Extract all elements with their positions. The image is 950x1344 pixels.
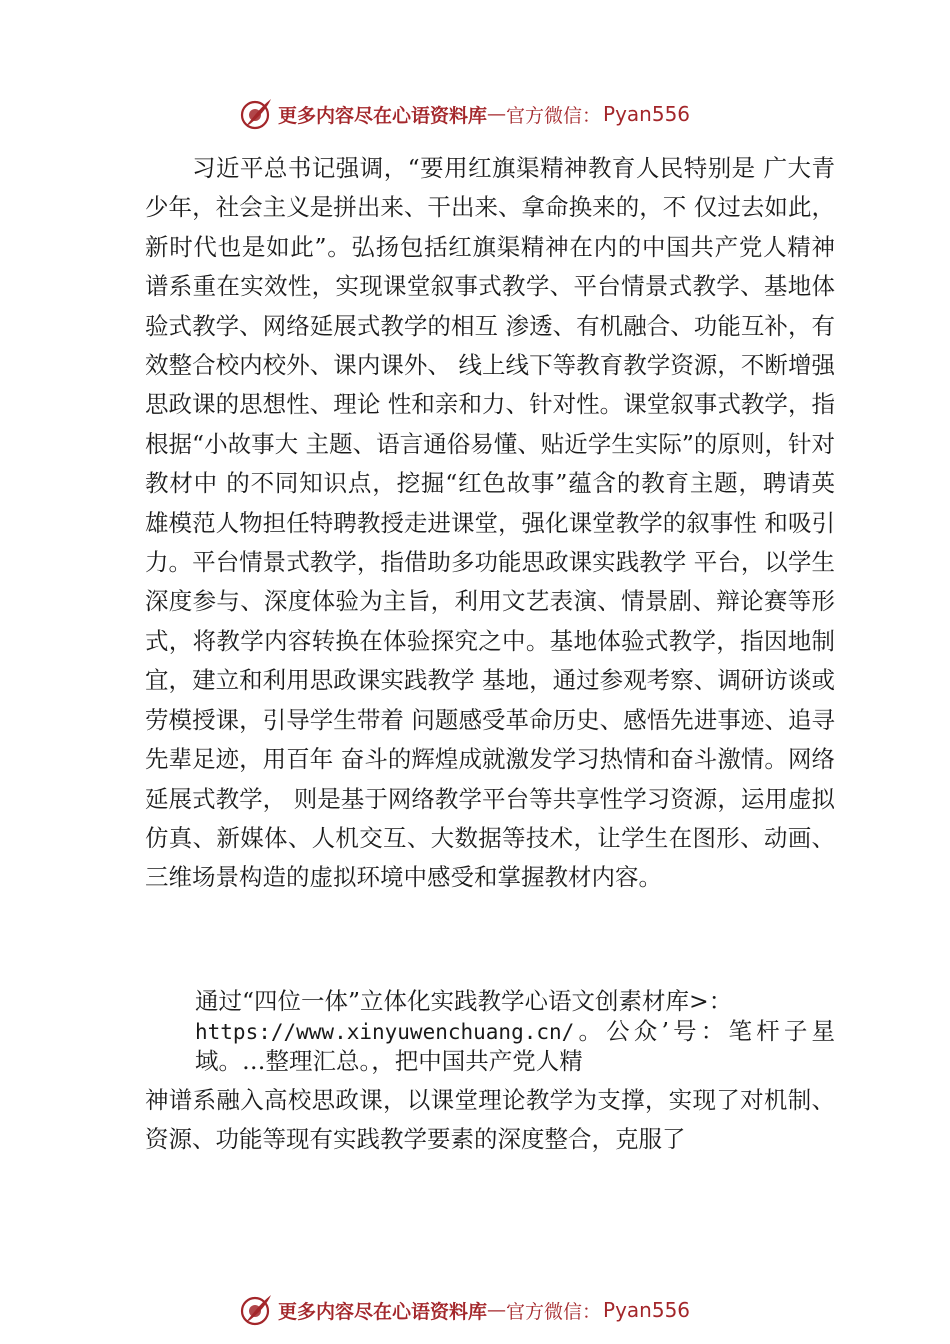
watermark-banner-bottom [238,1290,738,1330]
body-paragraph-3: 神谱系融入高校思政课，以课堂理论教学为支撑，实现了对机制、资源、功能等现有实践教学要素的深度整合，克服了 [145,1086,835,1154]
watermark-wechat-id: Pyan556 [603,1298,691,1322]
watermark-dash: — [487,1299,507,1321]
quill-logo-icon [238,96,274,132]
quill-logo-icon [238,1292,274,1328]
watermark-wechat-id: Pyan556 [603,102,691,126]
watermark-wechat-label: 官方微信： [506,104,602,127]
watermark-text: 更多内容尽在心语资料库 [278,1300,488,1323]
paragraph-2-lead: 通过“四位一体”立体化实践教学心语文创素材库>： [195,987,733,1015]
body-paragraph-2 [195,987,835,1077]
paragraph-2-tail: 。公众’号：笔杆子星域。…整理汇总。，把中国共产党人精 [195,1016,835,1075]
watermark-wechat-label: 官方微信： [506,1300,602,1323]
source-url-link[interactable]: https://www.xinyuwenchuang.cn/ [195,1019,575,1044]
body-paragraph-1: 习近平总书记强调，“要用红旗渠精神教育人民特别是 广大青少年，社会主义是拼出来、干出来、拿命换来的，不 仅过去如此，新时代也是如此”。弘扬包括红旗渠精神在内的中国共产党人精神谱系重在实效性，实现课堂叙事式教学、平台情景式教学、基地体验式教学、网络延展式教学的相互 渗透、有机融合、功能互补，有效整合校内校外、课内课外、 线上线下等教育教学资源，不断增强思政课的思想性、理论 性和亲和力、针对性。课堂叙事式教学，指根据“小故事大 主题、语言通俗易懂、贴近学生实际”的原则，针对教材中 的不同知识点，挖掘“红色故事”蕴含的教育主题，聘请英 雄模范人物担任特聘教授走进课堂，强化课堂教学的叙事性 和吸引力。平台情景式教学，指借助多功能思政课实践教学 平台，以学生深度参与、深度体验为主旨，利用文艺表演、情景剧、辩论赛等形式，将教学内容转换在体验探究之中。基地体验式教学，指因地制宜，建立和利用思政课实践教学 基地，通过参观考察、调研访谈或劳模授课，引导学生带着 问题感受革命历史、感悟先进事迹、追寻先辈足迹，用百年 奋斗的辉煌成就激发学习热情和奋斗激情。网络延展式教学， 则是基于网络教学平台等共享性学习资源，运用虚拟仿真、新媒体、人机交互、大数据等技术，让学生在图形、动画、三维场景构造的虚拟环境中感受和掌握教材内容。 [145,154,835,892]
watermark-dash: — [487,103,507,125]
watermark-banner-top [238,94,738,134]
watermark-text: 更多内容尽在心语资料库 [278,104,488,127]
